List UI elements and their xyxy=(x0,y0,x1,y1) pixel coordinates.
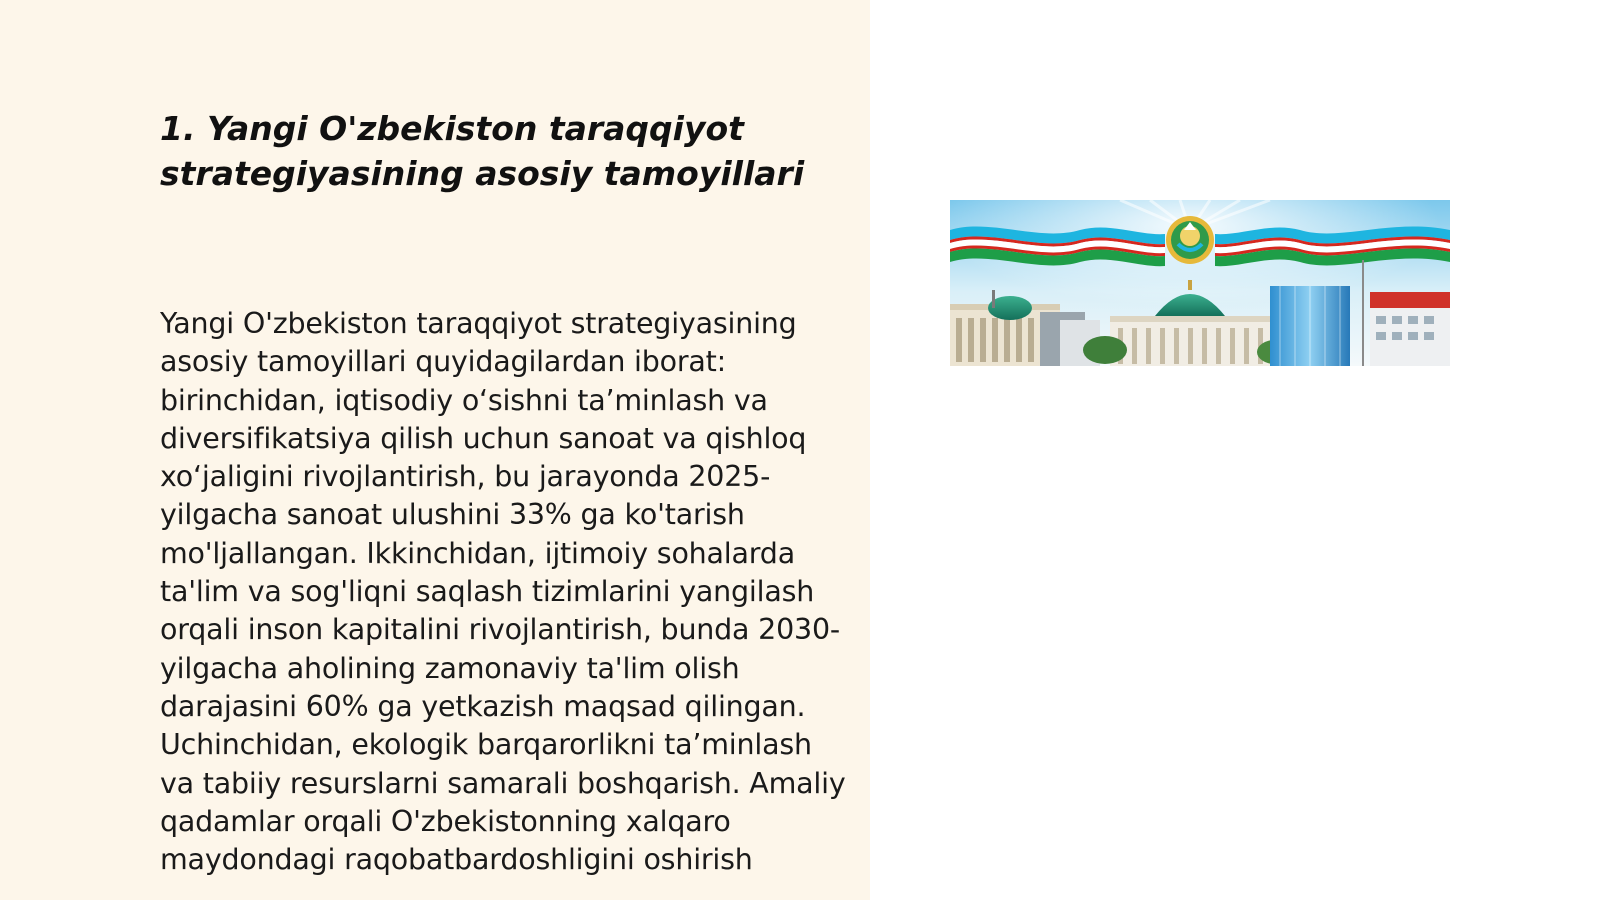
state-emblem-icon xyxy=(1166,216,1214,264)
right-image-panel xyxy=(870,0,1600,900)
uzbekistan-banner-image xyxy=(950,200,1450,366)
slide-body-text: Yangi O'zbekiston taraqqiyot strategiyasining asosiy tamoyillari quyidagilardan iborat: birinchidan, iqtisodiy o‘sishni ta’minlash va diversifikatsiya qilish uchun sanoat va qishloq xo‘jaligini rivojlantirish, bu jarayonda 2025-yilgacha sanoat ulushini 33% ga ko'tarish mo'ljallangan. Ikkinchidan, ijtimoiy sohalarda ta'lim va sog'liqni saqlash tizimlarini yangilash orqali inson kapitalini rivojlantirish, bunda 2030-yilgacha aholining zamonaviy ta'lim olish darajasini 60% ga yetkazish maqsad qilingan. Uchinchidan, ekologik barqarorlikni ta’minlash va tabiiy resurslarni samarali boshqarish. Amaliy qadamlar orqali O'zbekistonning xalqaro maydondagi raqobatbardoshligini oshirish xyxy=(160,307,846,877)
slide-title: 1. Yangi O'zbekiston taraqqiyot strategiyasining asosiy tamoyillari xyxy=(160,109,805,193)
